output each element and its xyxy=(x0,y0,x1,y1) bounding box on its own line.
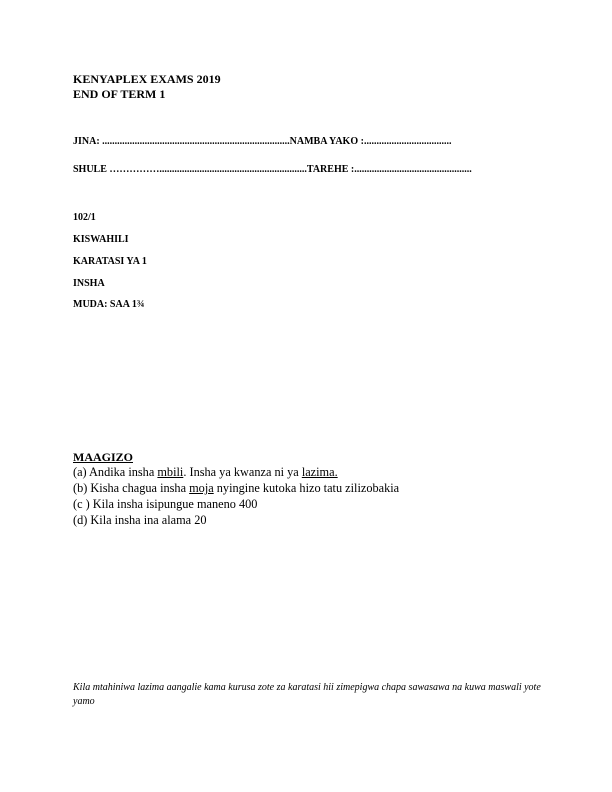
school-dots-periods: ........................................................... xyxy=(159,164,307,175)
emphasis-moja: moja xyxy=(189,481,214,495)
exam-term: END OF TERM 1 xyxy=(73,87,166,101)
date-label: TAREHE : xyxy=(306,164,355,175)
instruction-item-d: (d) Kila insha ina alama 20 xyxy=(73,513,207,527)
name-number-line xyxy=(73,136,451,148)
emphasis-mbili: mbili xyxy=(157,465,184,479)
school-field[interactable] xyxy=(109,164,307,175)
instruction-item-a xyxy=(73,464,338,480)
paper-number: KARATASI YA 1 xyxy=(73,256,147,267)
paper-duration: MUDA: SAA 1¾ xyxy=(73,299,145,310)
paper-section: INSHA xyxy=(73,278,105,289)
number-label: NAMBA YAKO : xyxy=(289,136,364,147)
instruction-text: (b) Kisha chagua insha xyxy=(73,481,190,495)
school-label: SHULE xyxy=(73,164,107,175)
date-field[interactable]: ............................................... xyxy=(354,164,472,175)
instruction-text: (a) Andika insha xyxy=(73,465,158,479)
paper-subject: KISWAHILI xyxy=(73,234,129,245)
number-field[interactable]: ................................... xyxy=(363,136,452,147)
emphasis-lazima: lazima. xyxy=(301,465,338,479)
footer-note: Kila mtahiniwa lazima aangalie kama kurusa zote za karatasi hii zimepigwa chapa sawasawa na kuwa maswali yote yamo xyxy=(73,682,541,707)
instruction-text: nyingine kutoka hizo tatu zilizobakia xyxy=(213,481,400,495)
paper-code: 102/1 xyxy=(73,212,96,223)
instruction-text: . Insha ya kwanza ni ya xyxy=(183,465,302,479)
exam-title: KENYAPLEX EXAMS 2019 xyxy=(73,72,221,86)
school-date-line xyxy=(73,164,472,176)
instructions-heading: MAAGIZO xyxy=(73,450,133,464)
school-dots-ellipsis: …………… xyxy=(109,164,160,175)
name-field[interactable]: ........................................................................... xyxy=(102,136,290,147)
name-label: JINA: xyxy=(73,136,100,147)
instruction-item-c: (c ) Kila insha isipungue maneno 400 xyxy=(73,497,258,511)
instruction-item-b xyxy=(73,480,399,496)
